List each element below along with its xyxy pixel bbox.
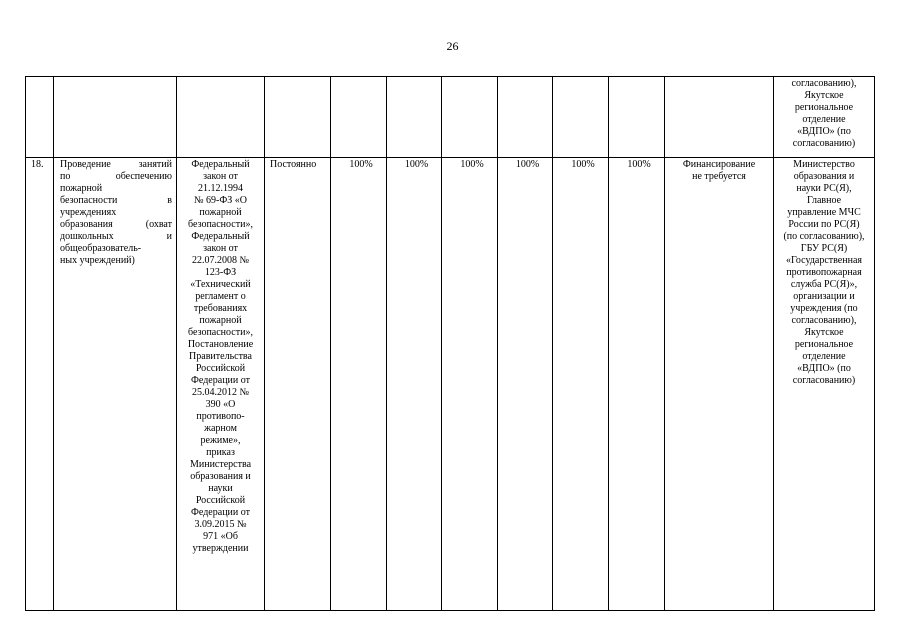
legal-basis-line: «Технический: [190, 279, 251, 290]
legal-basis-line: образования и: [190, 471, 251, 482]
legal-basis-line: Российской: [195, 363, 246, 374]
executor-line: согласованию): [792, 375, 856, 386]
executor-line: «ВДПО» (по: [797, 363, 851, 374]
cell-pct-empty: [553, 77, 609, 158]
activity-line: образования (охват: [60, 219, 172, 230]
legal-basis-line: Федерации от: [191, 375, 250, 386]
plan-table: [25, 76, 875, 611]
activity-line: дошкольных и: [60, 231, 172, 242]
executor-line: России по РС(Я): [788, 219, 860, 230]
legal-basis-line: Правительства: [189, 351, 252, 362]
cell-percent-6: 100%: [609, 158, 665, 611]
cell-period: Постоянно: [265, 158, 331, 611]
cell-num-empty: [26, 77, 54, 158]
executor-line: отделение: [802, 351, 846, 362]
executor-line: Якутское: [804, 90, 844, 101]
activity-line: по обеспечению: [60, 171, 172, 182]
cell-financing-empty: [665, 77, 774, 158]
legal-basis-line: безопасности»,: [188, 219, 253, 230]
legal-basis-line: утверждении: [192, 543, 249, 554]
executor-line: служба РС(Я)»,: [790, 279, 858, 290]
legal-basis-line: приказ: [206, 447, 235, 458]
cell-legal-basis: [177, 158, 265, 611]
legal-basis-line: требованиях: [193, 303, 248, 314]
executor-line: Якутское: [804, 327, 844, 338]
legal-basis-line: режиме»,: [200, 435, 241, 446]
legal-basis-line: жарном: [204, 423, 237, 434]
executor-line: организации и: [793, 291, 855, 302]
legal-basis-line: Федерации от: [191, 507, 250, 518]
cell-activity-empty: [54, 77, 177, 158]
cell-percent-3: 100%: [442, 158, 498, 611]
executor-line: учреждения (по: [790, 303, 858, 314]
cell-financing: [665, 158, 774, 611]
legal-basis-line: 3.09.2015 №: [194, 519, 247, 530]
legal-basis-line: пожарной: [199, 207, 242, 218]
cell-period-empty: [265, 77, 331, 158]
executor-line: противопожарная: [786, 267, 862, 278]
executor-line: «Государственная: [785, 255, 862, 266]
cell-pct-empty: [387, 77, 442, 158]
legal-basis-line: закон от: [203, 171, 238, 182]
legal-basis-line: регламент о: [195, 291, 246, 302]
activity-line: учреждениях: [60, 207, 117, 218]
legal-basis-line: 390 «О: [205, 399, 236, 410]
cell-basis-empty: [177, 77, 265, 158]
legal-basis-line: 123-ФЗ: [204, 267, 237, 278]
executor-line: Министерство: [793, 159, 855, 170]
table-row-18: [26, 158, 875, 611]
financing-line: не требуется: [692, 171, 746, 182]
executor-line: отделение: [802, 114, 846, 125]
cell-percent-2: 100%: [387, 158, 442, 611]
activity-line: Проведение занятий: [60, 159, 172, 170]
executor-line: Главное: [806, 195, 842, 206]
executor-line: (по согласованию),: [783, 231, 865, 242]
activity-line: пожарной: [60, 183, 103, 194]
cell-percent-1: 100%: [331, 158, 387, 611]
activity-line: общеобразователь-: [60, 243, 142, 254]
legal-basis-line: 21.12.1994: [198, 183, 243, 194]
cell-percent-5: 100%: [553, 158, 609, 611]
legal-basis-line: № 69-ФЗ «О: [193, 195, 247, 206]
legal-basis-line: 971 «Об: [203, 531, 238, 542]
cell-activity: [54, 158, 177, 611]
cell-pct-empty: [609, 77, 665, 158]
table-row-continued: [26, 77, 875, 158]
legal-basis-line: 22.07.2008 №: [191, 255, 250, 266]
executor-line: согласованию),: [791, 315, 857, 326]
legal-basis-line: закон от: [203, 243, 238, 254]
legal-basis-line: Российской: [195, 495, 246, 506]
legal-basis-line: Федеральный: [191, 159, 250, 170]
legal-basis-line: пожарной: [199, 315, 242, 326]
cell-percent-4: 100%: [498, 158, 553, 611]
financing-line: Финансирование: [682, 159, 756, 170]
activity-line: безопасности в: [60, 195, 172, 206]
cell-pct-empty: [498, 77, 553, 158]
legal-basis-line: безопасности»,: [188, 327, 253, 338]
legal-basis-line: 25.04.2012 №: [191, 387, 250, 398]
legal-basis-line: Федеральный: [191, 231, 250, 242]
legal-basis-line: Постановление: [187, 339, 254, 350]
executor-line: науки РС(Я),: [796, 183, 852, 194]
executor-line: региональное: [794, 339, 854, 350]
cell-executor: [774, 158, 875, 611]
cell-row-number: 18.: [26, 158, 54, 611]
executor-line: региональное: [794, 102, 854, 113]
cell-pct-empty: [442, 77, 498, 158]
legal-basis-line: науки: [208, 483, 233, 494]
executor-line: образования и: [793, 171, 855, 182]
executor-line: управление МЧС: [787, 207, 861, 218]
legal-basis-line: Министерства: [189, 459, 252, 470]
page-number: 26: [446, 39, 459, 53]
cell-pct-empty: [331, 77, 387, 158]
cell-executor-continued: [774, 77, 875, 158]
executor-line: ГБУ РС(Я): [800, 243, 848, 254]
executor-line: согласованию): [792, 138, 856, 149]
legal-basis-line: противопо-: [196, 411, 245, 422]
executor-line: «ВДПО» (по: [797, 126, 851, 137]
executor-line: согласованию),: [791, 78, 857, 89]
activity-line: ных учреждений): [60, 255, 135, 266]
